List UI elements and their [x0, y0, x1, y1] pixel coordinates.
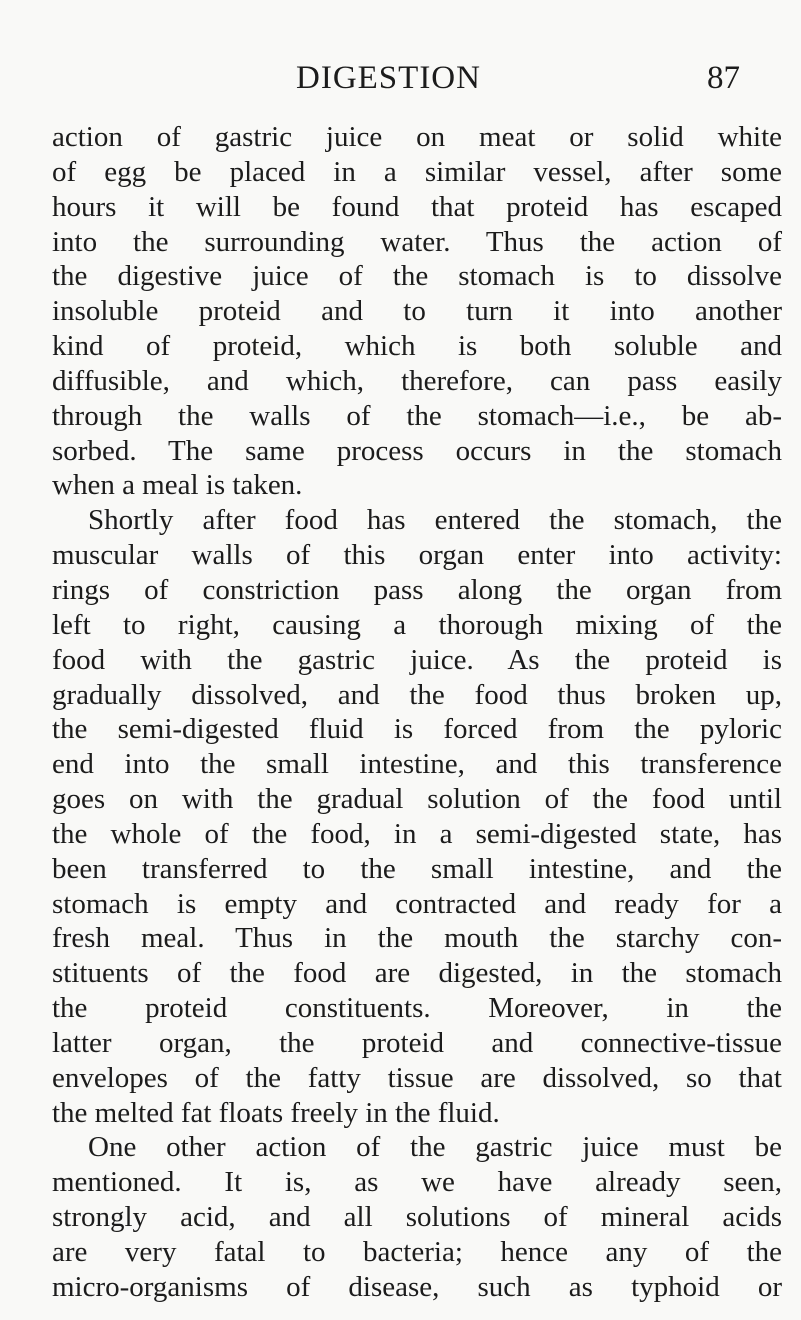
text-line: Shortly after food has entered the stomach, the [88, 504, 782, 537]
text-line: the semi-digested fluid is forced from the pyloric [52, 713, 782, 746]
text-line: food with the gastric juice. As the proteid is [52, 643, 782, 676]
text-line: the proteid constituents. Moreover, in the [52, 992, 782, 1025]
text-line: mentioned. It is, as we have already seen, [52, 1166, 782, 1199]
text-line: of egg be placed in a similar vessel, after some [52, 155, 782, 188]
text-line: fresh meal. Thus in the mouth the starchy con- [52, 922, 782, 955]
text-line: stomach is empty and contracted and ready for a [52, 887, 782, 920]
running-head [0, 58, 801, 98]
text-line: gradually dissolved, and the food thus broken up, [52, 678, 782, 711]
text-line: when a meal is taken. [52, 469, 303, 502]
text-line: the digestive juice of the stomach is to dissolve [52, 260, 782, 293]
text-line: latter organ, the proteid and connective-tissue [52, 1026, 782, 1059]
text-line: muscular walls of this organ enter into activity: [52, 539, 782, 572]
text-line: envelopes of the fatty tissue are dissolved, so that [52, 1061, 782, 1094]
text-line: end into the small intestine, and this transference [52, 748, 782, 781]
text-line: through the walls of the stomach—i.e., be ab- [52, 399, 782, 432]
body-text [52, 120, 782, 1305]
text-line: One other action of the gastric juice must be [88, 1131, 782, 1164]
text-line: rings of constriction pass along the organ from [52, 573, 782, 606]
text-line: diffusible, and which, therefore, can pass easily [52, 364, 782, 397]
text-line: left to right, causing a thorough mixing of the [52, 608, 782, 641]
paragraph [52, 120, 782, 503]
text-line: kind of proteid, which is both soluble and [52, 330, 782, 363]
text-line: goes on with the gradual solution of the food until [52, 783, 782, 816]
page-number: 87 [707, 60, 740, 96]
chapter-title: DIGESTION [296, 60, 481, 96]
text-line: stituents of the food are digested, in the stomach [52, 957, 782, 990]
text-line: strongly acid, and all solutions of mineral acids [52, 1201, 782, 1234]
text-line: sorbed. The same process occurs in the stomach [52, 434, 782, 467]
text-line: insoluble proteid and to turn it into another [52, 295, 782, 328]
text-line: the melted fat floats freely in the fluid. [52, 1096, 500, 1129]
text-line: micro-organisms of disease, such as typhoid or [52, 1270, 782, 1303]
text-line: action of gastric juice on meat or solid white [52, 121, 782, 153]
text-line: the whole of the food, in a semi-digested state, has [52, 817, 782, 850]
text-line: into the surrounding water. Thus the action of [52, 225, 782, 258]
text-line: been transferred to the small intestine, and the [52, 852, 782, 885]
paragraph [52, 1130, 782, 1304]
text-line: hours it will be found that proteid has escaped [52, 190, 782, 223]
paragraph [52, 503, 782, 1130]
text-line: are very fatal to bacteria; hence any of the [52, 1236, 782, 1268]
